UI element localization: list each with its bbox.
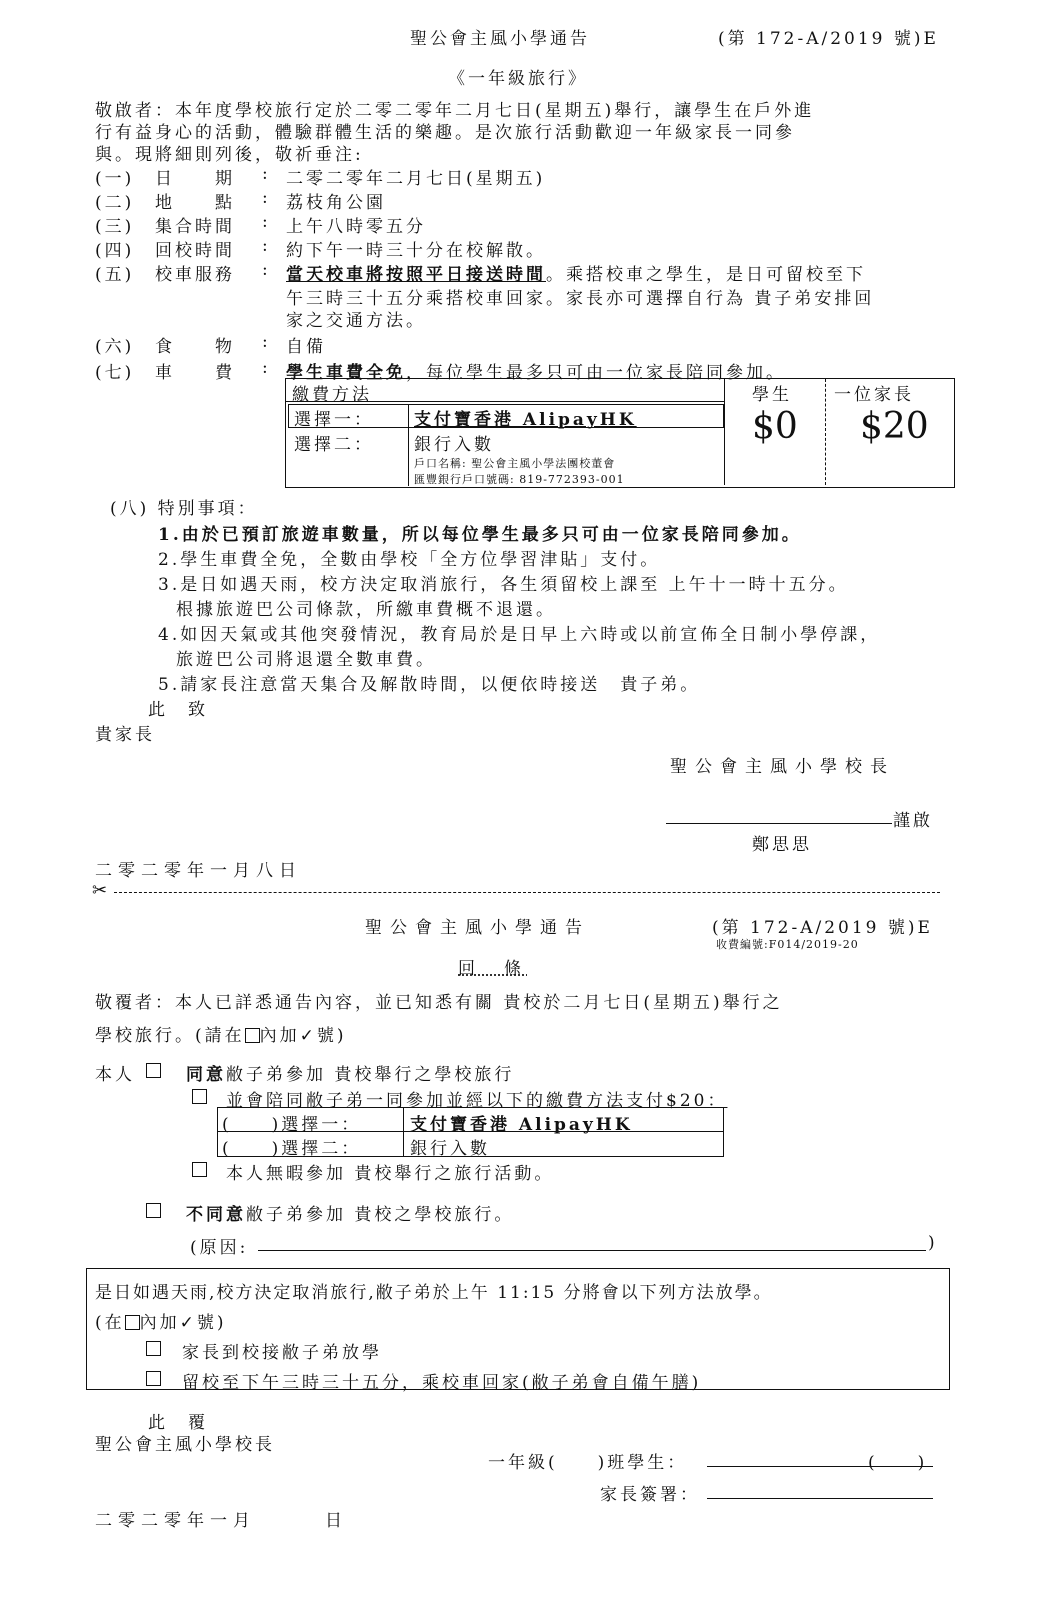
- detail-label: 集合時間: [155, 217, 235, 237]
- signature-line: [666, 823, 892, 824]
- fee-student-header: 學生: [752, 385, 792, 405]
- footer-ci-fu: 此 覆: [148, 1413, 208, 1433]
- disagree-text: [186, 1200, 514, 1225]
- detail-num: (一): [95, 169, 135, 189]
- bus-label: 校車服務: [155, 265, 235, 285]
- notice-number: (第 172-A/2019 號)E: [718, 29, 939, 49]
- disagree-checkbox[interactable]: [146, 1203, 161, 1218]
- closing-principal-name: 鄭思思: [752, 835, 812, 855]
- reply-opt1-value: 支付寶香港 AlipayHK: [410, 1115, 633, 1135]
- checkmark-icon: ✓: [179, 1313, 197, 1333]
- checkbox-sample-icon: [245, 1028, 260, 1043]
- fee-account-name: 戶口名稱: 聖公會主風小學法團校董會: [414, 457, 616, 470]
- reply-notice-number: (第 172-A/2019 號)E: [712, 918, 933, 938]
- special-item-3-cont: 根據旅遊巴公司條款，所繳車費概不退還。: [176, 600, 556, 620]
- rain-line-2c: 號): [196, 1313, 227, 1333]
- event-title: 《一年級旅行》: [448, 69, 588, 89]
- footer-principal: 聖公會主風小學校長: [95, 1435, 275, 1455]
- food-colon: :: [262, 332, 271, 352]
- reply-text-2b: 內加: [259, 1026, 300, 1046]
- accompany-checkbox[interactable]: [192, 1089, 207, 1104]
- unable-checkbox[interactable]: [192, 1162, 207, 1177]
- fee-parent-amount: $20: [860, 406, 929, 447]
- fare-rest-text: ，每位學生最多只可由一位家長陪同參加。: [406, 363, 786, 383]
- reply-title: 回 條: [458, 959, 527, 979]
- detail-value: 荔枝角公園: [286, 193, 386, 213]
- detail-num: (四): [95, 241, 135, 261]
- rain-opt1-checkbox[interactable]: [146, 1341, 161, 1356]
- accompany-text: 並會陪同敝子弟一同參加並經以下的繳費方法支付$20：: [226, 1091, 728, 1111]
- closing-jin-qi: 謹啟: [893, 811, 933, 831]
- detail-colon: :: [262, 212, 271, 232]
- closing-ci-zhi: 此 致: [148, 700, 208, 720]
- intro-line-1: 敬啟者：本年度學校旅行定於二零二零年二月七日(星期五)舉行，讓學生在戶外進: [95, 101, 815, 121]
- closing-principal-title: 聖公會主風小學校長: [670, 757, 895, 777]
- reply-school-title: 聖公會主風小學通告: [365, 918, 590, 938]
- fee-option2-label: 選擇二：: [294, 435, 374, 455]
- agree-rest: 敝子弟參加 貴校舉行之學校旅行: [226, 1065, 515, 1085]
- reason-label: (原因:: [190, 1238, 249, 1258]
- special-item-4-cont: 旅遊巴公司將退還全數車費。: [176, 650, 436, 670]
- disagree-bold: 不同意: [186, 1205, 246, 1225]
- rain-opt2-checkbox[interactable]: [146, 1371, 161, 1386]
- intro-line-3: 與。現將細則列後，敬祈垂注:: [95, 145, 364, 165]
- detail-num: (三): [95, 217, 135, 237]
- rain-line-2a: (在: [95, 1313, 125, 1333]
- footer-date: 二零二零年一月 日: [95, 1511, 348, 1531]
- special-item-2: 2.學生車費全免，全數由學校「全方位學習津貼」支付。: [158, 550, 661, 570]
- reply-text-1: 敬覆者：本人已詳悉通告內容，並已知悉有關 貴校於二月七日(星期五)舉行之: [95, 993, 783, 1013]
- rain-line-2: [95, 1308, 227, 1333]
- detail-value: 上午八時零五分: [286, 217, 426, 237]
- agree-checkbox[interactable]: [146, 1063, 161, 1078]
- fee-method-header: 繳費方法: [292, 385, 372, 405]
- detail-label: 地 點: [155, 193, 235, 213]
- special-item-3: 3.是日如遇天雨，校方決定取消旅行，各生須留校上課至 上午十一時十五分。: [158, 575, 849, 595]
- bus-colon: :: [262, 260, 271, 280]
- fare-num: (七): [95, 363, 135, 383]
- special-item-5: 5.請家長注意當天集合及解散時間，以便依時接送 貴子弟。: [158, 675, 701, 695]
- rain-opt1-text: 家長到校接敝子弟放學: [182, 1343, 382, 1363]
- fee-table-col-divider-2: [825, 379, 826, 485]
- reason-end: ): [928, 1233, 938, 1253]
- school-title: 聖公會主風小學通告: [410, 29, 590, 49]
- reply-fee-code: 收費編號:F014/2019-20: [716, 938, 859, 951]
- reply-text-2c: 號): [316, 1026, 347, 1046]
- fee-option1-label: 選擇一：: [294, 410, 374, 430]
- checkbox-sample-icon: [125, 1315, 140, 1330]
- bus-line-1: [286, 260, 866, 285]
- detail-colon: :: [262, 236, 271, 256]
- footer-student-number: ( ): [868, 1453, 928, 1473]
- bus-line-3: 家之交通方法。: [286, 311, 426, 331]
- detail-num: (二): [95, 193, 135, 213]
- intro-line-2: 行有益身心的活動，體驗群體生活的樂趣。是次旅行活動歡迎一年級家長一同參: [95, 123, 795, 143]
- unable-text: 本人無暇參加 貴校舉行之旅行活動。: [226, 1164, 555, 1184]
- special-item-4: 4.如因天氣或其他突發情況，教育局於是日早上六時或以前宣佈全日制小學停課，: [158, 625, 881, 645]
- fare-colon: :: [262, 358, 271, 378]
- bus-bold-text: 當天校車將按照平日接送時間: [286, 265, 546, 285]
- ben-ren-label: 本人: [95, 1065, 135, 1085]
- rain-line-1: 是日如遇天雨,校方決定取消旅行,敝子弟於上午 11:15 分將會以下列方法放學。: [95, 1283, 773, 1303]
- detail-value: 二零二零年二月七日(星期五): [286, 169, 546, 189]
- disagree-rest: 敝子弟參加 貴校之學校旅行。: [246, 1205, 515, 1225]
- parent-signature-line[interactable]: [707, 1498, 933, 1499]
- fare-label: 車 費: [155, 363, 235, 383]
- checkmark-icon: ✓: [299, 1026, 317, 1046]
- cut-line: [114, 892, 940, 893]
- rain-line-2b: 內加: [139, 1313, 180, 1333]
- special-heading: (八) 特別事項：: [110, 499, 258, 519]
- detail-label: 回校時間: [155, 241, 235, 261]
- footer-parent-sign-label: 家長簽署：: [600, 1485, 700, 1505]
- detail-colon: :: [262, 164, 271, 184]
- fee-table-col-divider: [724, 379, 725, 485]
- reply-text-2: [95, 1021, 347, 1046]
- detail-label: 日 期: [155, 169, 235, 189]
- bus-num: (五): [95, 265, 135, 285]
- bus-line-2: 午三時三十五分乘搭校車回家。家長亦可選擇自行為 貴子弟安排回: [286, 289, 875, 309]
- reply-opt1-label[interactable]: ( )選擇一：: [222, 1115, 362, 1135]
- closing-date: 二零二零年一月八日: [95, 861, 302, 881]
- bus-rest-text: 。乘搭校車之學生，是日可留校至下: [546, 265, 866, 285]
- food-label: 食 物: [155, 337, 235, 357]
- closing-recipient: 貴家長: [95, 725, 155, 745]
- reason-input-line[interactable]: [258, 1250, 926, 1251]
- reply-opt2-label[interactable]: ( )選擇二：: [222, 1139, 362, 1159]
- food-value: 自備: [286, 337, 326, 357]
- reply-text-2a: 學校旅行。(請在: [95, 1026, 245, 1046]
- detail-value: 約下午一時三十分在校解散。: [286, 241, 546, 261]
- agree-bold: 同意: [186, 1065, 226, 1085]
- food-num: (六): [95, 337, 135, 357]
- fee-inner-col-divider: [408, 404, 409, 486]
- special-item-1: 1.由於已預訂旅遊車數量，所以每位學生最多只可由一位家長陪同參加。: [158, 525, 802, 545]
- detail-colon: :: [262, 188, 271, 208]
- fee-option1-value: 支付寶香港 AlipayHK: [414, 410, 637, 430]
- reply-option-col-divider: [403, 1108, 404, 1156]
- fee-option2-value: 銀行入數: [414, 435, 494, 455]
- rain-opt2-text: 留校至下午三時三十五分，乘校車回家(敝子弟會自備午膳): [182, 1373, 702, 1393]
- footer-class-label: 一年級( )班學生：: [488, 1453, 688, 1473]
- fee-account-number: 匯豐銀行戶口號碼: 819-772393-001: [414, 473, 625, 486]
- agree-text: [186, 1060, 514, 1085]
- fee-student-amount: $0: [752, 406, 798, 447]
- fee-parent-header: 一位家長: [834, 385, 914, 405]
- reply-opt2-value: 銀行入數: [410, 1139, 490, 1159]
- fare-bold-text: 學生車費全免: [286, 363, 406, 383]
- scissor-icon: ✂: [92, 880, 108, 901]
